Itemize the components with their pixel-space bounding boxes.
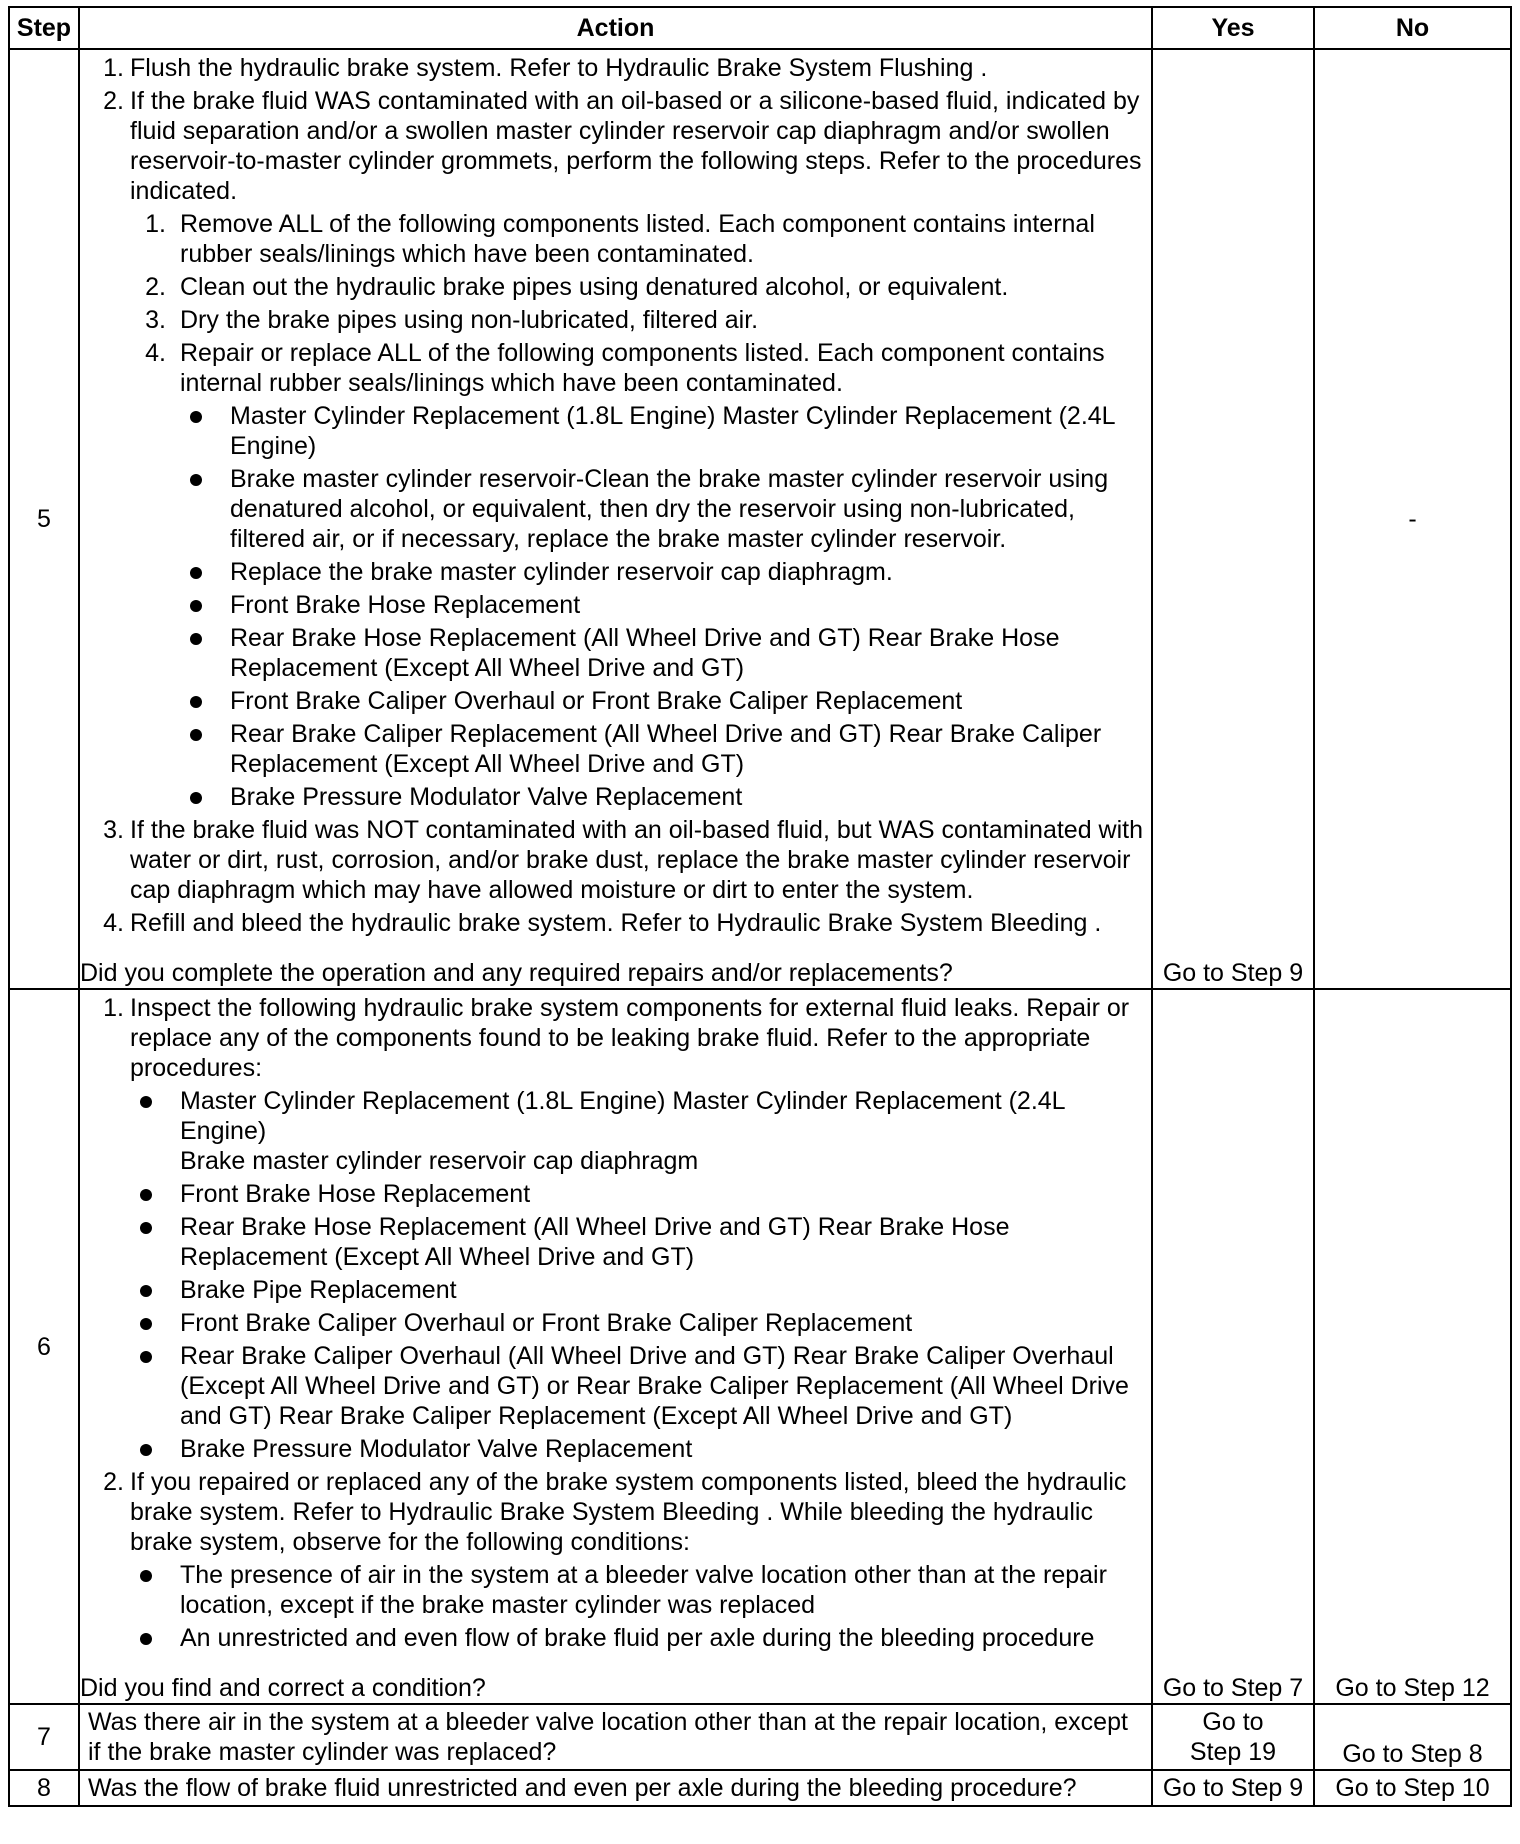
bullet-icon (140, 1351, 152, 1363)
bullet-item: Rear Brake Hose Replacement (All Wheel Drive and GT) Rear Brake Hose Replacement (Except All Wheel Drive and GT) (130, 1212, 1151, 1272)
list-item: 3. Dry the brake pipes using non-lubricated, filtered air. (145, 306, 759, 334)
question-text: Did you find and correct a condition? (80, 1674, 486, 1702)
bullet-item: Front Brake Caliper Overhaul or Front Brake Caliper Replacement (180, 686, 1151, 716)
question-text: Was there air in the system at a bleeder valve location other than at the repair location, except if the brake master cylinder was replaced? (79, 1704, 1152, 1770)
bullet-item: The presence of air in the system at a bleeder valve location other than at the repair location, except if the brake master cylinder was replaced (130, 1560, 1151, 1620)
action-list (80, 53, 1151, 938)
no-result: - (1314, 49, 1511, 989)
list-item: 1. Inspect the following hydraulic brake system components for external fluid leaks. Repair or replace any of the components found to be leaking brake fluid. Refer to the appropriate procedures: Master Cylinder Replacement (1.8L Engine) Master Cylinder Replacement (2.4L Engine) Brake master cylinder reservoir cap diaphragm Front Brake Hose Replacement Rear Brake Hose Replacement (All Wheel Drive and GT) Rear Brake Hose Replacement (Except All Wheel Drive and GT) Brake Pipe Replacement Front Brake Caliper Overhaul or Front Brake Caliper Replacement Rear Brake Caliper Overhaul (All Wheel Drive and GT) Rear Brake Caliper Overhaul (Except All Wheel Drive and GT) or Rear Brake Caliper Replacement (All Wheel Drive and GT) Rear Brake Caliper Replacement (Except All Wheel Drive and GT) Brake Pressure Modulator Valve Replacement (80, 993, 1151, 1464)
yes-result: Go to Step 19 (1152, 1704, 1314, 1770)
bullet-item: Brake Pressure Modulator Valve Replacement (180, 782, 1151, 812)
bullet-icon (140, 1189, 152, 1201)
bullet-list (130, 1560, 1151, 1653)
bullet-icon (140, 1096, 152, 1108)
bullet-icon (190, 411, 202, 423)
step-number: 7 (9, 1704, 79, 1770)
list-item: 2. Clean out the hydraulic brake pipes using denatured alcohol, or equivalent. (145, 273, 1009, 301)
list-item: 2. If the brake fluid WAS contaminated with an oil-based or a silicone-based fluid, indicated by fluid separation and/or a swollen master cylinder reservoir cap diaphragm and/or swollen reservoir-to-master cylinder grommets, perform the following steps. Refer to the procedures indicated. 1. Remove ALL of the following components listed. Each component contains internal rubber seals/linings which have been contaminated. 2. Clean out the hydraulic brake pipes using denatured alcohol, or equivalent. 3. Dry the brake pipes using non-lubricated, filtered air. 4. Repair or replace ALL of the following components listed. Each component contains internal rubber seals/linings which have been contaminated. Master Cylinder Replacement (1.8L Engine) Master Cylinder Replacement (2.4L Engine) Brake master cylinder reservoir-Clean the brake master cylinder reservoir using denatured alcohol, or equivalent, then dry the reservoir using non-lubricated, filtered air, or if necessary, replace the brake master cylinder reservoir. Replace the brake master cylinder reservoir cap diaphragm. Front Brake Hose Replacement Rear Brake Hose Replacement (All Wheel Drive and GT) Rear Brake Hose Replacement (Except All Wheel Drive and GT) Front Brake Caliper Overhaul or Front Brake Caliper Replacement Rear Brake Caliper Replacement (All Wheel Drive and GT) Rear Brake Caliper Replacement (Except All Wheel Drive and GT) Brake Pressure Modulator Valve Replacement (80, 86, 1151, 812)
sub-list (130, 209, 1151, 812)
list-item: 1. Flush the hydraulic brake system. Refer to Hydraulic Brake System Flushing . (103, 54, 988, 82)
bullet-item: Front Brake Caliper Overhaul or Front Brake Caliper Replacement (130, 1308, 1151, 1338)
no-result: Go to Step 12 (1314, 989, 1511, 1704)
bullet-icon (140, 1633, 152, 1645)
yes-result: Go to Step 9 (1152, 49, 1314, 989)
bullet-item: Rear Brake Caliper Replacement (All Wheel Drive and GT) Rear Brake Caliper Replacement (Except All Wheel Drive and GT) (180, 719, 1151, 779)
yes-result: Go to Step 9 (1152, 1770, 1314, 1806)
list-item: 3. If the brake fluid was NOT contaminated with an oil-based fluid, but WAS contaminated with water or dirt, rust, corrosion, and/or brake dust, replace the brake master cylinder reservoir cap diaphragm which may have allowed moisture or dirt to enter the system. (103, 816, 1144, 904)
no-result: Go to Step 8 (1314, 1704, 1511, 1770)
step-number: 8 (9, 1770, 79, 1806)
diagnostic-table (8, 6, 1512, 1807)
yes-result: Go to Step 7 (1152, 989, 1314, 1704)
bullet-icon (190, 600, 202, 612)
bullet-item: An unrestricted and even flow of brake fluid per axle during the bleeding procedure (130, 1623, 1151, 1653)
bullet-icon (190, 696, 202, 708)
bullet-item: Rear Brake Hose Replacement (All Wheel Drive and GT) Rear Brake Hose Replacement (Except All Wheel Drive and GT) (180, 623, 1151, 683)
step-number: 6 (9, 989, 79, 1704)
list-item: 4. Refill and bleed the hydraulic brake system. Refer to Hydraulic Brake System Bleeding . (103, 909, 1102, 937)
bullet-icon (190, 474, 202, 486)
bullet-icon (190, 792, 202, 804)
bullet-item: Brake Pressure Modulator Valve Replacement (130, 1434, 1151, 1464)
bullet-item: Rear Brake Caliper Overhaul (All Wheel Drive and GT) Rear Brake Caliper Overhaul (Except All Wheel Drive and GT) or Rear Brake Caliper Replacement (All Wheel Drive and GT) Rear Brake Caliper Replacement (Except All Wheel Drive and GT) (130, 1341, 1151, 1431)
table-row-step-5 (9, 49, 1511, 989)
bullet-icon (140, 1285, 152, 1297)
action-cell (79, 989, 1152, 1704)
bullet-item: Brake Pipe Replacement (130, 1275, 1151, 1305)
bullet-item: Replace the brake master cylinder reservoir cap diaphragm. (180, 557, 1151, 587)
header-no: No (1314, 7, 1511, 49)
table-row-step-7 (9, 1704, 1511, 1770)
bullet-icon (190, 567, 202, 579)
bullet-item: Master Cylinder Replacement (1.8L Engine) Master Cylinder Replacement (2.4L Engine) Brake master cylinder reservoir cap diaphragm (130, 1086, 1151, 1176)
bullet-icon (140, 1222, 152, 1234)
header-action: Action (79, 7, 1152, 49)
table-row-step-8 (9, 1770, 1511, 1806)
action-list (80, 993, 1151, 1653)
bullet-item: Front Brake Hose Replacement (180, 590, 1151, 620)
list-item: 2. If you repaired or replaced any of the brake system components listed, bleed the hydraulic brake system. Refer to Hydraulic Brake System Bleeding . While bleeding the hydraulic brake system, observe for the following conditions: The presence of air in the system at a bleeder valve location other than at the repair location, except if the brake master cylinder was replaced An unrestricted and even flow of brake fluid per axle during the bleeding procedure (80, 1467, 1151, 1653)
bullet-list (130, 1086, 1151, 1464)
bullet-icon (140, 1570, 152, 1582)
header-step: Step (9, 7, 79, 49)
bullet-list (180, 401, 1151, 812)
bullet-icon (140, 1318, 152, 1330)
list-item: 1. Remove ALL of the following components listed. Each component contains internal rubber seals/linings which have been contaminated. (145, 210, 1095, 268)
question-text: Did you complete the operation and any required repairs and/or replacements? (80, 959, 953, 987)
bullet-item: Master Cylinder Replacement (1.8L Engine) Master Cylinder Replacement (2.4L Engine) (180, 401, 1151, 461)
bullet-item: Brake master cylinder reservoir-Clean the brake master cylinder reservoir using denatured alcohol, or equivalent, then dry the reservoir using non-lubricated, filtered air, or if necessary, replace the brake master cylinder reservoir. (180, 464, 1151, 554)
bullet-icon (190, 633, 202, 645)
no-result: Go to Step 10 (1314, 1770, 1511, 1806)
bullet-icon (140, 1444, 152, 1456)
action-cell (79, 49, 1152, 989)
table-row-step-6 (9, 989, 1511, 1704)
question-text: Was the flow of brake fluid unrestricted and even per axle during the bleeding procedure? (79, 1770, 1152, 1806)
list-item: 4. Repair or replace ALL of the following components listed. Each component contains internal rubber seals/linings which have been contaminated. Master Cylinder Replacement (1.8L Engine) Master Cylinder Replacement (2.4L Engine) Brake master cylinder reservoir-Clean the brake master cylinder reservoir using denatured alcohol, or equivalent, then dry the reservoir using non-lubricated, filtered air, or if necessary, replace the brake master cylinder reservoir. Replace the brake master cylinder reservoir cap diaphragm. Front Brake Hose Replacement Rear Brake Hose Replacement (All Wheel Drive and GT) Rear Brake Hose Replacement (Except All Wheel Drive and GT) Front Brake Caliper Overhaul or Front Brake Caliper Replacement Rear Brake Caliper Replacement (All Wheel Drive and GT) Rear Brake Caliper Replacement (Except All Wheel Drive and GT) Brake Pressure Modulator Valve Replacement (130, 338, 1151, 812)
header-yes: Yes (1152, 7, 1314, 49)
bullet-icon (190, 729, 202, 741)
bullet-item: Front Brake Hose Replacement (130, 1179, 1151, 1209)
header-row (9, 7, 1511, 49)
step-number: 5 (9, 49, 79, 989)
